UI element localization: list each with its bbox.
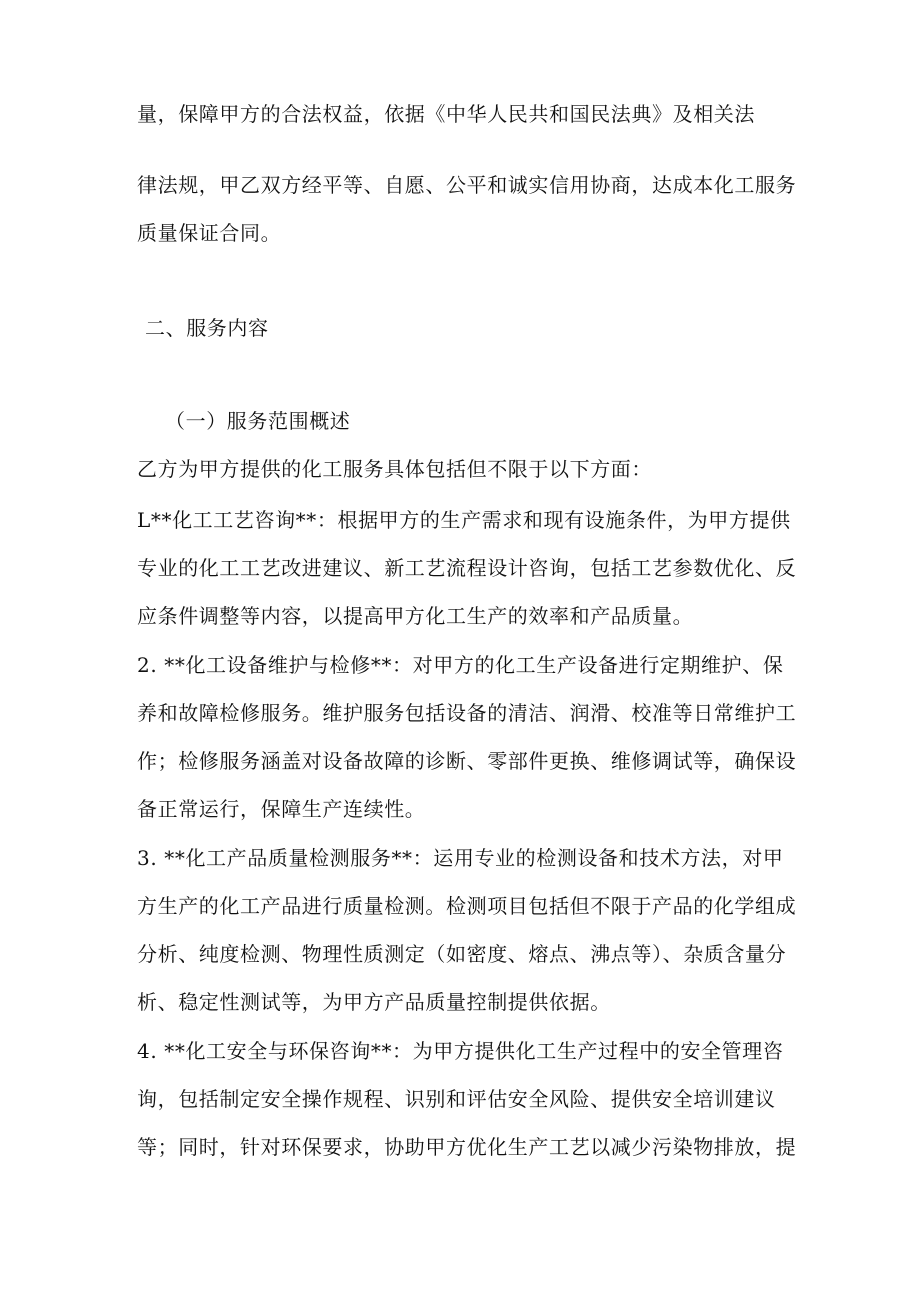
- subsection-title: （一）服务范围概述: [165, 409, 351, 433]
- section-title: 二、服务内容: [145, 316, 269, 340]
- item1-line-2: 专业的化工工艺改进建议、新工艺流程设计咨询，包括工艺参数优化、反: [137, 556, 797, 580]
- item2-line-3: 作；检修服务涵盖对设备故障的诊断、零部件更换、维修调试等，确保设: [137, 749, 797, 773]
- item4-line-2: 询，包括制定安全操作规程、识别和评估安全风险、提供安全培训建议: [137, 1087, 776, 1111]
- item3-line-3: 分析、纯度检测、物理性质测定（如密度、熔点、沸点等）、杂质含量分: [137, 942, 787, 966]
- item3-line-4: 析、稳定性测试等，为甲方产品质量控制提供依据。: [137, 990, 611, 1014]
- item4-line-1: 4. **化工安全与环保咨询**：为甲方提供化工生产过程中的安全管理咨: [137, 1039, 784, 1063]
- intro-line: 乙方为甲方提供的化工服务具体包括但不限于以下方面：: [137, 457, 652, 481]
- item1-line-1: L**化工工艺咨询**：根据甲方的生产需求和现有设施条件，为甲方提供: [137, 508, 791, 532]
- item3-line-1: 3. **化工产品质量检测服务**：运用专业的检测设备和技术方法，对甲: [137, 846, 784, 870]
- intro-paragraph-line-1: 量，保障甲方的合法权益，依据《中华人民共和国民法典》及相关法: [137, 102, 755, 126]
- item2-line-1: 2. **化工设备维护与检修**：对甲方的化工生产设备进行定期维护、保: [137, 653, 784, 677]
- item3-line-2: 方生产的化工产品进行质量检测。检测项目包括但不限于产品的化学组成: [137, 894, 797, 918]
- item1-line-3: 应条件调整等内容，以提高甲方化工生产的效率和产品质量。: [137, 604, 694, 628]
- item2-line-2: 养和故障检修服务。维护服务包括设备的清洁、润滑、校准等日常维护工: [137, 701, 797, 725]
- intro-paragraph-line-3: 质量保证合同。: [137, 221, 282, 245]
- intro-paragraph-line-2: 律法规，甲乙双方经平等、自愿、公平和诚实信用协商，达成本化工服务: [137, 173, 797, 197]
- item4-line-3: 等；同时，针对环保要求，协助甲方优化生产工艺以减少污染物排放，提: [137, 1135, 797, 1159]
- item2-line-4: 备正常运行，保障生产连续性。: [137, 797, 426, 821]
